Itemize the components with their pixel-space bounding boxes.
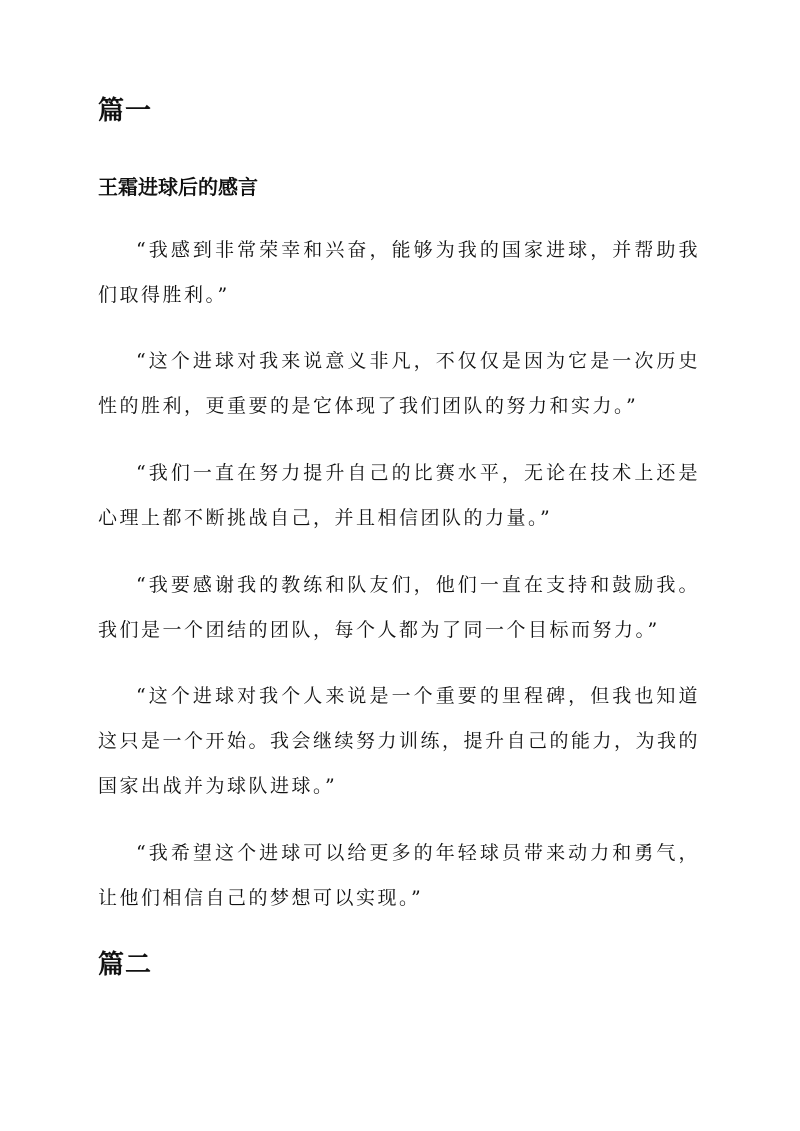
quote-paragraph-1: “我感到非常荣幸和兴奋，能够为我的国家进球，并帮助我们取得胜利。” <box>98 239 700 306</box>
quote-paragraph-3: “我们一直在努力提升自己的比赛水平，无论在技术上还是心理上都不断挑战自己，并且相信团队的力量。” <box>98 462 700 529</box>
quote-paragraph-2: “这个进球对我来说意义非凡，不仅仅是因为它是一次历史性的胜利，更重要的是它体现了我们团队的努力和实力。” <box>98 350 700 417</box>
article-heading: 王霜进球后的感言 <box>98 175 258 199</box>
section-title-1: 篇一 <box>98 96 153 126</box>
quote-paragraph-6: “我希望这个进球可以给更多的年轻球员带来动力和勇气，让他们相信自己的梦想可以实现。” <box>98 842 700 909</box>
quote-paragraph-4: “我要感谢我的教练和队友们，他们一直在支持和鼓励我。我们是一个团结的团队，每个人都为了同一个目标而努力。” <box>98 574 700 641</box>
section-title-2: 篇二 <box>98 950 153 980</box>
quote-paragraph-5: “这个进球对我个人来说是一个重要的里程碑，但我也知道这只是一个开始。我会继续努力训练，提升自己的能力，为我的国家出战并为球队进球。” <box>98 685 701 797</box>
